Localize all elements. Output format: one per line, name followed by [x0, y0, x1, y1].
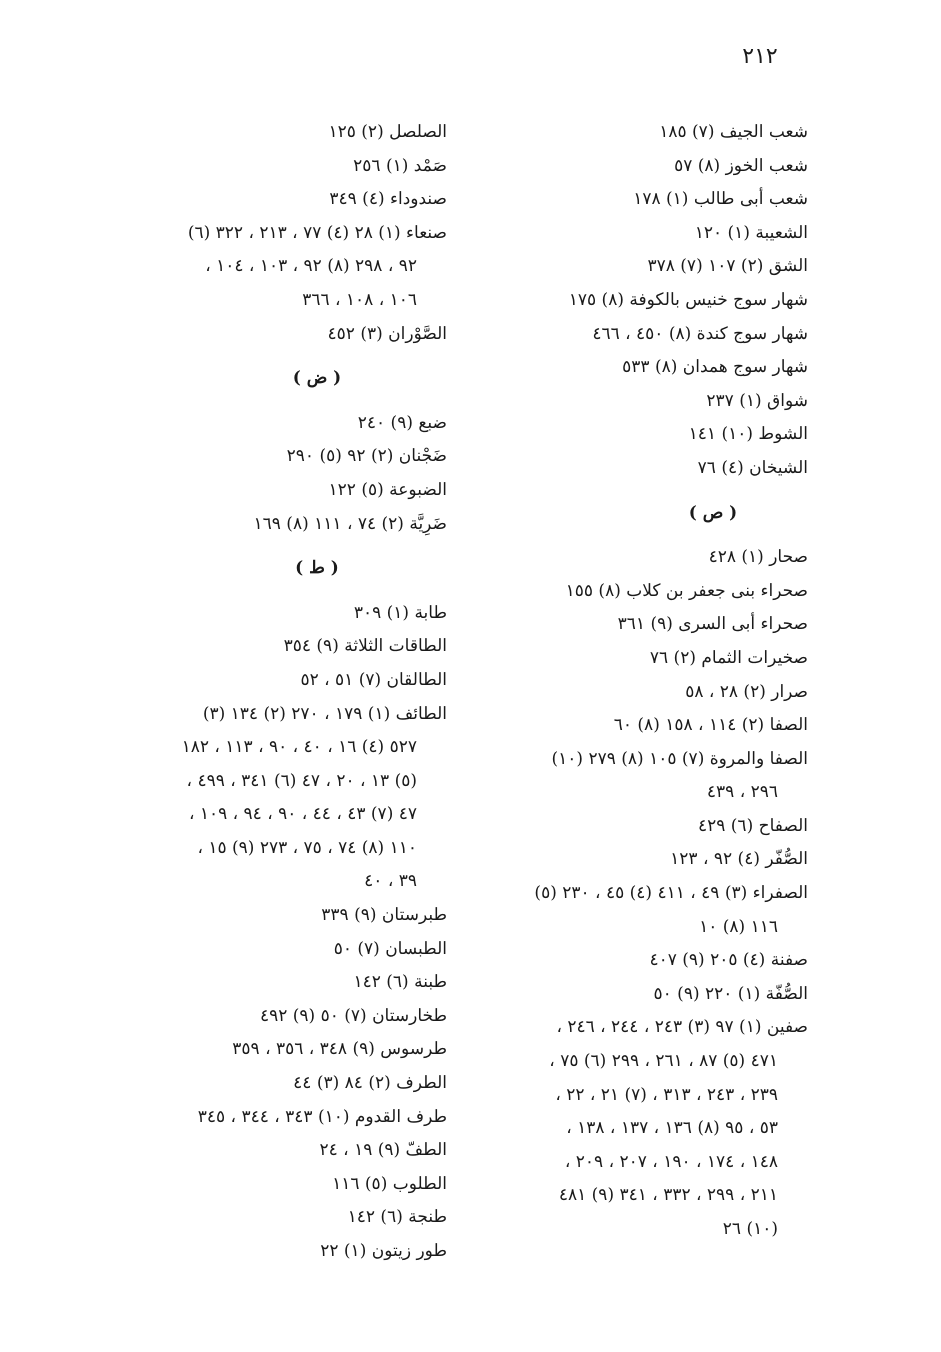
index-entry-continuation: ١١٦ (٨) ١٠: [699, 916, 778, 937]
index-entry-continuation: ٢١١ ، ٢٩٩ ، ٣٣٢ ، ٣٤١ (٩) ٤٨١: [558, 1185, 778, 1206]
index-entry: الشق (٢) ١٠٧ (٧) ٣٧٨: [647, 256, 808, 277]
index-entry-continuation: ٤٧ (٧) ٤٣ ، ٤٤ ، ٩٠ ، ٩٤ ، ١٠٩ ،: [188, 804, 417, 825]
index-entry-continuation: ٤٧١ (٥) ٨٧ ، ٢٦١ ، ٢٩٩ (٦) ٧٥ ،: [549, 1051, 778, 1072]
section-letter-heading: ( ص ): [688, 502, 738, 523]
index-entry: الصُّفّة (١) ٢٢٠ (٩) ٥٠: [653, 983, 808, 1004]
index-entry: الطالقان (٧) ٥١ ، ٥٢: [300, 669, 447, 690]
index-entry: شهار سوج خنيس بالكوفة (٨) ١٧٥: [568, 289, 808, 310]
index-entry: طابة (١) ٣٠٩: [353, 602, 447, 623]
page-number: ٢١٢: [742, 44, 778, 69]
index-entry: الصفا (٢) ١١٤ ، ١٥٨ (٨) ٦٠: [613, 715, 808, 736]
index-entry: صفنة (٤) ٢٠٥ (٩) ٤٠٧: [649, 950, 808, 971]
section-letter-heading: ( ض ): [292, 368, 342, 389]
index-entry-continuation: ٣٩ ، ٤٠: [364, 871, 417, 892]
index-entry: صخيرات الثمام (٢) ٧٦: [649, 647, 808, 668]
index-column-left: [107, 116, 447, 1269]
index-entry: طرسوس (٩) ٣٤٨ ، ٣٥٦ ، ٣٥٩: [232, 1039, 447, 1060]
index-entry: طور زيتون (١) ٢٢: [320, 1241, 447, 1261]
index-entry: الطرف (٢) ٨٤ (٣) ٤٤: [293, 1073, 447, 1094]
index-entry: ضَرِيَّة (٢) ٧٤ ، ١١١ (٨) ١٦٩: [253, 513, 447, 534]
index-entry: الصَّوْران (٣) ٤٥٢: [327, 323, 447, 344]
index-entry: ضبع (٩) ٢٤٠: [357, 412, 447, 433]
index-entry: الطلوب (٥) ١١٦: [332, 1173, 447, 1194]
index-entry: صحراء أبى السرى (٩) ٣٦١: [617, 614, 808, 635]
index-entry: صحار (١) ٤٢٨: [708, 547, 808, 568]
index-entry: الصُّفّر (٤) ٩٢ ، ١٢٣: [670, 849, 808, 870]
index-entry: شواق (١) ٢٣٧: [706, 390, 808, 411]
index-entry-continuation: ٩٢ ، ٢٩٨ (٨) ٩٢ ، ١٠٣ ، ١٠٤ ،: [205, 256, 417, 277]
index-entry: شعب الجيف (٧) ١٨٥: [659, 122, 808, 142]
index-entry: صنعاء (١) ٢٨ (٤) ٧٧ ، ٢١٣ ، ٣٢٢ (٦): [187, 222, 447, 243]
index-entry: صَمْد (١) ٢٥٦: [353, 155, 447, 176]
index-entry: الصلصل (٢) ١٢٥: [328, 122, 447, 142]
index-entry: الطبسان (٧) ٥٠: [333, 938, 447, 959]
index-entry: شهار سوج همدان (٨) ٥٣٣: [622, 357, 808, 378]
section-letter-heading: ( ط ): [295, 558, 339, 579]
index-entry: الطفّ (٩) ١٩ ، ٢٤: [319, 1140, 447, 1161]
index-entry: ضَجْنان (٢) ٩٢ (٥) ٢٩٠: [286, 446, 447, 467]
index-entry: الشيخان (٤) ٧٦: [697, 457, 808, 478]
index-entry-continuation: ٥٢٧ (٤) ١٦ ، ٤٠ ، ٩٠ ، ١١٣ ، ١٨٢: [181, 737, 417, 758]
index-entry: الضبوعة (٥) ١٢٢: [328, 479, 447, 500]
index-entry: الطاقات الثلاثة (٩) ٣٥٤: [283, 636, 447, 657]
index-entry-continuation: ٢٣٩ ، ٢٤٣ ، ٣١٣ ، (٧) ٢١ ، ٢٢ ،: [555, 1084, 778, 1105]
index-entry-continuation: ١٤٨ ، ١٧٤ ، ١٩٠ ، ٢٠٧ ، ٢٠٩ ،: [564, 1151, 778, 1172]
index-entry: صحراء بنى جعفر بن كلاب (٨) ١٥٥: [565, 580, 808, 601]
index-entry-continuation: ٢٩٦ ، ٤٣٩: [706, 782, 778, 803]
index-entry: الصفاح (٦) ٤٢٩: [697, 815, 808, 836]
index-entry-continuation: (٥) ١٣ ، ٢٠ ، ٤٧ (٦) ٣٤١ ، ٤٩٩ ،: [186, 770, 417, 791]
index-entry-continuation: (١٠) ٢٦: [722, 1219, 778, 1239]
index-entry: صفين (١) ٩٧ (٣) ٢٤٣ ، ٢٤٤ ، ٢٤٦ ،: [556, 1017, 808, 1038]
index-entry: صندوداء (٤) ٣٤٩: [329, 189, 447, 210]
index-entry: طبرستان (٩) ٣٣٩: [321, 905, 447, 926]
index-entry: شعب أبى طالب (١) ١٧٨: [633, 189, 808, 210]
index-entry: صرار (٢) ٢٨ ، ٥٨: [685, 681, 808, 702]
index-entry: شهار سوج كندة (٨) ٤٥٠ ، ٤٦٦: [592, 323, 808, 344]
index-entry: شعب الخوز (٨) ٥٧: [674, 155, 808, 176]
index-entry: الشعيبة (١) ١٢٠: [694, 222, 808, 243]
index-entry-continuation: ٥٣ ، ٩٥ (٨) ١٣٦ ، ١٣٧ ، ١٣٨ ،: [566, 1118, 778, 1139]
index-entry: الصفراء (٣) ٤٩ ، ٤١١ (٤) ٤٥ ، ٢٣٠ (٥): [534, 883, 808, 904]
index-entry: طبنة (٦) ١٤٢: [353, 972, 447, 993]
index-entry: طخارستان (٧) ٥٠ (٩) ٤٩٢: [259, 1005, 447, 1026]
index-entry: الطائف (١) ١٧٩ ، ٢٧٠ (٢) ١٣٤ (٣): [202, 703, 447, 724]
index-entry: طنجة (٦) ١٤٢: [347, 1207, 447, 1228]
index-entry-continuation: ١١٠ (٨) ٧٤ ، ٧٥ ، ٢٧٣ (٩) ١٥ ،: [197, 837, 417, 858]
index-entry: الصفا والمروة (٧) ١٠٥ (٨) ٢٧٩ (١٠): [551, 748, 808, 769]
index-entry: طرف القدوم (١٠) ٣٤٣ ، ٣٤٤ ، ٣٤٥: [197, 1106, 447, 1127]
index-entry-continuation: ١٠٦ ، ١٠٨ ، ٣٦٦: [302, 289, 417, 310]
index-entry: الشوط (١٠) ١٤١: [688, 424, 808, 445]
index-column-right: [468, 116, 808, 1247]
